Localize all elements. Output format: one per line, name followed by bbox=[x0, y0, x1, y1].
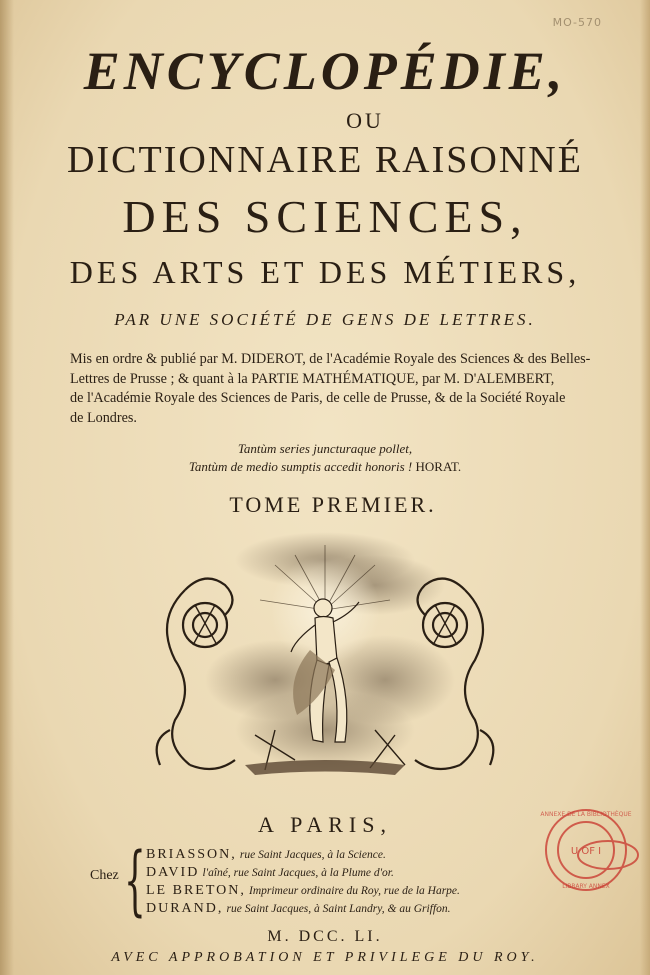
title-line-sciences: DES SCIENCES, bbox=[122, 191, 528, 242]
publisher-line: DAVID l'aîné, rue Saint Jacques, à la Plume d'or. bbox=[146, 865, 394, 880]
motto-line-1: Tantùm series juncturaque pollet, bbox=[237, 441, 413, 456]
brace-glyph: { bbox=[124, 835, 146, 924]
publication-year: M. DCC. LI. bbox=[267, 928, 383, 945]
volume-label: TOME PREMIER. bbox=[229, 492, 437, 517]
royal-privilege: AVEC APPROBATION ET PRIVILEGE DU ROY. bbox=[111, 950, 539, 965]
library-stamp bbox=[528, 800, 644, 900]
editors-line-1: Mis en ordre & publié par M. DIDEROT, de l'Académie Royale des Sciences & des Belles- bbox=[70, 351, 591, 367]
stamp-bottom-text: LIBRARY ANNEX bbox=[562, 883, 610, 890]
chez-label: Chez bbox=[90, 868, 119, 883]
stamp-center-text: U OF I bbox=[570, 846, 602, 857]
publishers-block bbox=[86, 835, 556, 924]
main-title: ENCYCLOPÉDIE, bbox=[83, 41, 567, 101]
editors-paragraph bbox=[70, 350, 600, 428]
publisher-line: DURAND, rue Saint Jacques, à Saint Landry, & au Griffon. bbox=[146, 901, 451, 916]
title-line-arts: DES ARTS ET DES MÉTIERS, bbox=[69, 254, 581, 290]
editors-line-2: Lettres de Prusse ; & quant à la PARTIE MATHÉMATIQUE, par M. D'ALEMBERT, bbox=[70, 370, 555, 387]
stamp-top-text: ANNEXE DE LA BIBLIOTHÈQUE bbox=[540, 811, 632, 818]
publisher-line: LE BRETON, Imprimeur ordinaire du Roy, rue de la Harpe. bbox=[146, 883, 460, 898]
motto-line-2: Tantùm de medio sumptis accedit honoris ! bbox=[188, 459, 413, 474]
editors-line-3: de l'Académie Royale des Sciences de Paris, de celle de Prusse, & de la Société Royale bbox=[70, 390, 566, 406]
shelfmark-note: MO-570 bbox=[552, 16, 602, 29]
publisher-line: BRIASSON, rue Saint Jacques, à la Science. bbox=[146, 847, 386, 862]
imprint-city: A PARIS, bbox=[257, 812, 392, 837]
title-conjunction: OU bbox=[346, 108, 384, 133]
editors-line-4: de Londres. bbox=[70, 409, 137, 426]
title-line-dictionnaire: DICTIONNAIRE RAISONNÉ bbox=[67, 139, 583, 181]
publishers-list bbox=[146, 846, 460, 918]
engraved-vignette-illustration bbox=[145, 530, 505, 790]
motto-author: HORAT. bbox=[415, 459, 462, 474]
society-line: PAR UNE SOCIÉTÉ DE GENS DE LETTRES. bbox=[114, 310, 536, 329]
latin-motto bbox=[0, 440, 650, 476]
